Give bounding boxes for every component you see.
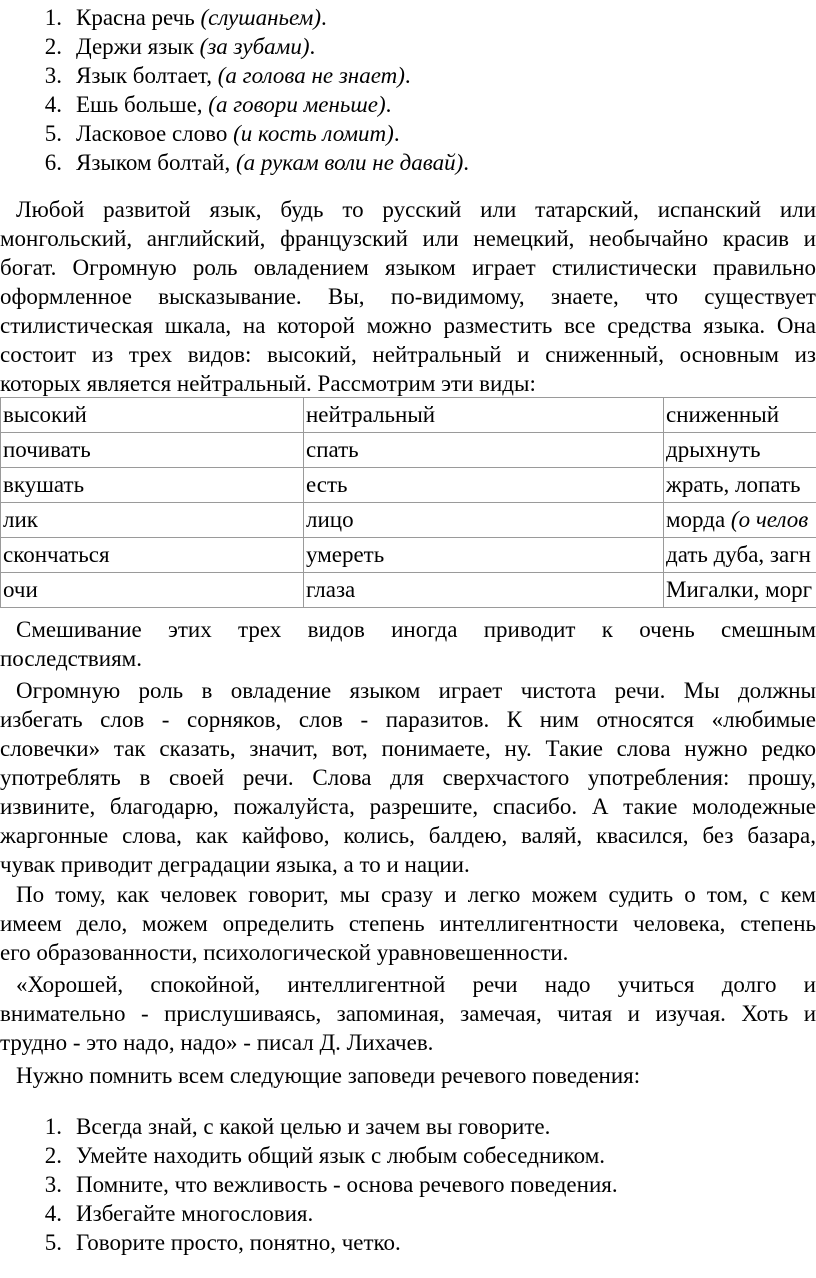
paragraph-line: оформленное высказывание. Вы, по-видимому, знаете, что существует	[0, 284, 816, 309]
paragraph-line: его образованности, психологической уравновешенности.	[0, 940, 569, 965]
paragraph-line: извините, благодарю, пожалуйста, разрешите, спасибо. А такие молодежные	[0, 794, 816, 819]
commandments-intro	[0, 1061, 816, 1090]
paragraph-line: стилистическая шкала, на которой можно разместить все средства языка. Она	[0, 313, 816, 338]
table-cell: морда (о челов	[664, 503, 816, 538]
paragraph-line: чувак приводит деградации языка, а то и нации.	[0, 852, 470, 877]
paragraph-line: внимательно - прислушиваясь, запоминая, замечая, читая и изучая. Хоть и	[0, 1001, 816, 1026]
paragraph-line: состоит из трех видов: высокий, нейтральный и сниженный, основным из	[0, 342, 816, 367]
commandments-list: 1. Всегда знай, с какой целью и зачем вы говорите. 2. Умейте находить общий язык с любым собеседником. 3. Помните, что вежливость - основа речевого поведения. 4. Избегайте многословия. 5. Говорите просто, понятно, четко.	[44, 1114, 618, 1255]
paragraph-line: Нужно помнить всем следующие заповеди речевого поведения:	[16, 1063, 641, 1088]
paragraph-line: Любой развитой язык, будь то русский или татарский, испанский или	[16, 197, 816, 222]
table-row	[1, 538, 816, 573]
manner-paragraph	[0, 880, 816, 967]
purity-paragraph	[0, 676, 816, 879]
speech-styles-table	[0, 397, 816, 608]
table-header-cell: высокий	[1, 398, 304, 433]
table-cell: лицо	[304, 503, 664, 538]
table-row	[1, 573, 816, 608]
table-cell: вкушать	[1, 468, 304, 503]
table-header-cell: сниженный	[664, 398, 816, 433]
paragraph-line: последствиям.	[0, 646, 142, 671]
table-cell: спать	[304, 433, 664, 468]
table-cell: глаза	[304, 573, 664, 608]
proverbs-list: 1. Красна речь (слушаньем). 2. Держи язык (за зубами). 3. Язык болтает, (а голова не знает). 4. Ешь больше, (а говори меньше). 5. Ласковое слово (и кость ломит). 6. Языком болтай, (а рукам воли не давай).	[44, 5, 470, 175]
paragraph-line: словечки» так сказать, значит, вот, понимаете, ну. Такие слова нужно редко	[0, 736, 816, 761]
mixing-paragraph	[0, 615, 816, 673]
table-row	[1, 468, 816, 503]
intro-paragraph	[0, 195, 816, 398]
quote-paragraph	[0, 970, 816, 1057]
paragraph-line: избегать слов - сорняков, слов - паразитов. К ним относятся «любимые	[0, 707, 816, 732]
paragraph-line: Огромную роль в овладение языком играет чистота речи. Мы должны	[16, 678, 816, 703]
paragraph-line: имеем дело, можем определить степень интеллигентности человека, степень	[0, 911, 816, 936]
table-row	[1, 398, 816, 433]
table-cell: дать дуба, загн	[664, 538, 816, 573]
table-row	[1, 503, 816, 538]
table-cell: почивать	[1, 433, 304, 468]
paragraph-line: употреблять в своей речи. Слова для сверхчастого употребления: прошу,	[0, 765, 816, 790]
paragraph-line: богат. Огромную роль овладением языком играет стилистически правильно	[0, 255, 816, 280]
paragraph-line: По тому, как человек говорит, мы сразу и легко можем судить о том, с кем	[16, 882, 816, 907]
table-header-cell: нейтральный	[304, 398, 664, 433]
paragraph-line: которых является нейтральный. Рассмотрим эти виды:	[0, 371, 536, 396]
paragraph-line: Смешивание этих трех видов иногда приводит к очень смешным	[16, 617, 816, 642]
paragraph-line: монгольский, английский, французский или немецкий, необычайно красив и	[0, 226, 816, 251]
table-cell: есть	[304, 468, 664, 503]
table-cell: скончаться	[1, 538, 304, 573]
paragraph-line: трудно - это надо, надо» - писал Д. Лихачев.	[0, 1030, 434, 1055]
paragraph-line: «Хорошей, спокойной, интеллигентной речи надо учиться долго и	[16, 972, 816, 997]
table-cell: очи	[1, 573, 304, 608]
table-cell: Мигалки, морг	[664, 573, 816, 608]
table-cell: жрать, лопать	[664, 468, 816, 503]
table-cell: дрыхнуть	[664, 433, 816, 468]
paragraph-line: жаргонные слова, как кайфово, колись, балдею, валяй, квасился, без базара,	[0, 823, 816, 848]
table-cell-note: (о челов	[730, 507, 809, 532]
table-row	[1, 433, 816, 468]
table-cell: умереть	[304, 538, 664, 573]
table-cell: лик	[1, 503, 304, 538]
